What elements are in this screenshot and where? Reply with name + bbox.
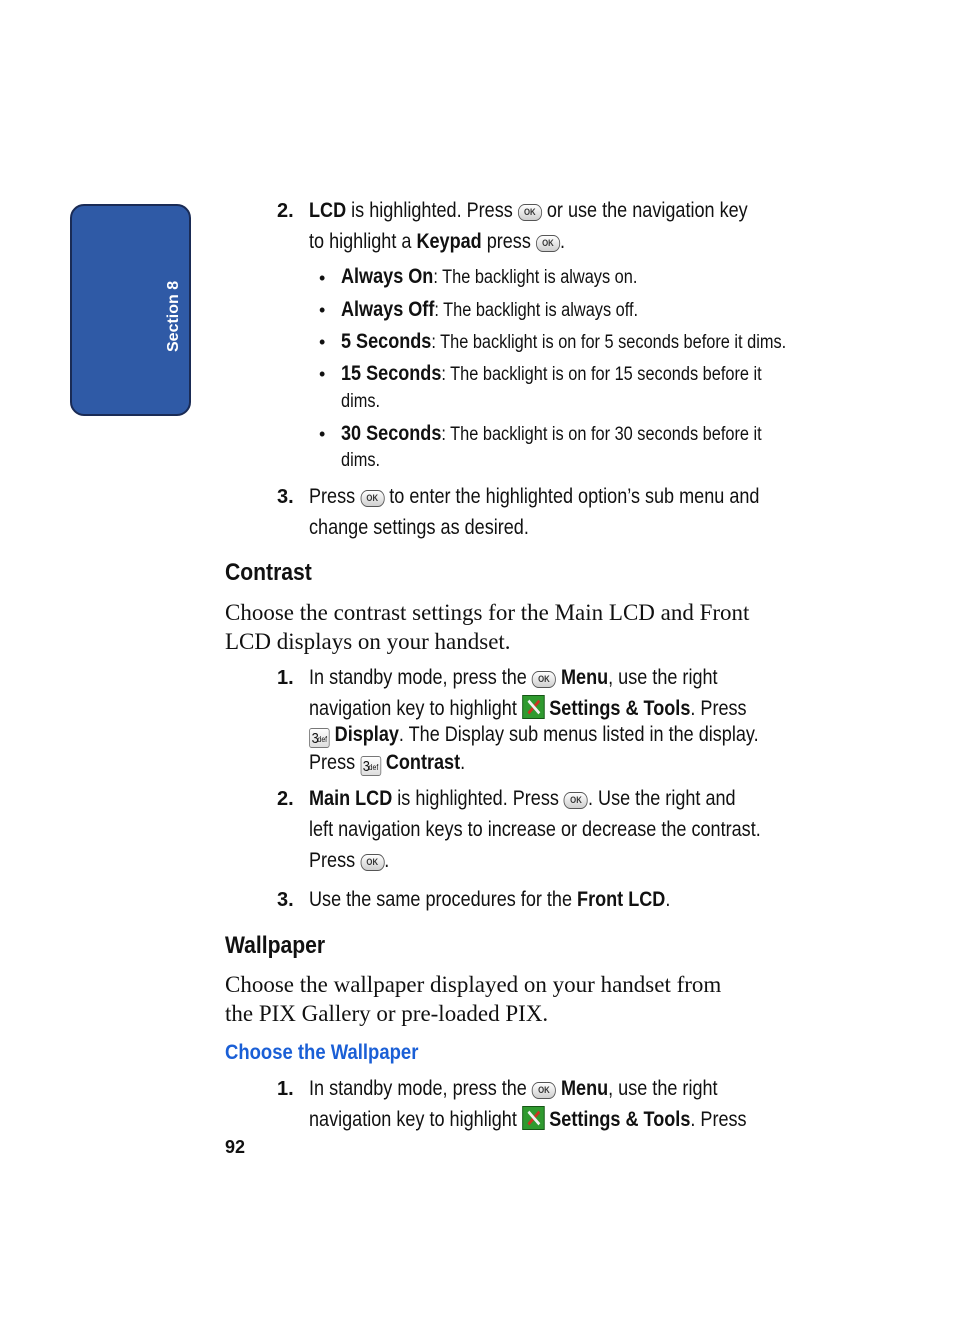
bullet-marker: • [319,332,326,352]
ok-key-icon: OK [536,235,560,252]
ok-key-icon: OK [564,792,588,809]
list-item: Always On: The backlight is always on. [341,265,638,288]
settings-tools-icon [522,1106,544,1130]
step-number: 2. [277,200,294,222]
page-number: 92 [225,1137,246,1157]
section-heading-contrast: Contrast [225,559,312,586]
contrast-step2-line3: Press OK . [309,849,390,872]
contrast-step1-line2: navigation key to highlight Settings & Tools. Press [309,697,747,720]
bullet-marker: • [319,424,326,444]
settings-tools-icon [522,695,544,719]
wallpaper-step1-line1: In standby mode, press the OK Menu, use the right [309,1077,718,1100]
ok-key-icon: OK [360,490,384,507]
step2-line2: to highlight a Keypad press OK . [309,230,565,253]
bullet-marker: • [319,300,326,320]
step-number: 1. [277,667,294,689]
step-number: 2. [277,788,294,810]
list-item: 15 Seconds: The backlight is on for 15 seconds before it [341,362,762,385]
contrast-step1-line1: In standby mode, press the OK Menu, use the right [309,666,718,689]
wallpaper-intro-line2: the PIX Gallery or pre-loaded PIX. [225,1001,549,1026]
wallpaper-intro-line1: Choose the wallpaper displayed on your handset from [225,972,722,997]
step3-line2: change settings as desired. [309,516,529,539]
contrast-step2-line2: left navigation keys to increase or decrease the contrast. [309,818,761,841]
step3-line1: Press OK to enter the highlighted option’s sub menu and [309,485,760,508]
contrast-step2-line1: Main LCD is highlighted. Press OK . Use the right and [309,787,736,810]
step-number: 1. [277,1078,294,1100]
contrast-step1-line3: 3 def Display. The Display sub menus listed in the display. [309,724,759,748]
key-3-icon: 3 def [360,756,381,776]
step2-line1: LCD is highlighted. Press OK or use the navigation key [309,199,748,222]
step-number: 3. [277,486,294,508]
ok-key-icon: OK [518,204,542,221]
contrast-step3-line: Use the same procedures for the Front LCD. [309,888,671,911]
wallpaper-step1-line2: navigation key to highlight Settings & Tools. Press [309,1108,747,1131]
contrast-intro-line2: LCD displays on your handset. [225,629,511,654]
section-tab-label: Section 8 [165,280,182,352]
ok-key-icon: OK [532,1082,556,1099]
contrast-intro-line1: Choose the contrast settings for the Main LCD and Front [225,600,750,625]
key-3-icon: 3 def [309,728,330,748]
step-number: 3. [277,889,294,911]
bullet-marker: • [319,268,326,288]
ok-key-icon: OK [360,854,384,871]
ok-key-icon: OK [532,671,556,688]
list-item-continuation: dims. [341,391,381,412]
list-item: 30 Seconds: The backlight is on for 30 seconds before it [341,422,762,445]
list-item: 5 Seconds: The backlight is on for 5 seconds before it dims. [341,330,787,353]
bullet-marker: • [319,364,326,384]
contrast-step1-line4: Press 3 def Contrast. [309,751,466,775]
list-item-continuation: dims. [341,450,381,471]
list-item: Always Off: The backlight is always off. [341,298,639,321]
section-heading-wallpaper: Wallpaper [225,932,326,959]
subheading-choose-wallpaper: Choose the Wallpaper [225,1041,419,1064]
